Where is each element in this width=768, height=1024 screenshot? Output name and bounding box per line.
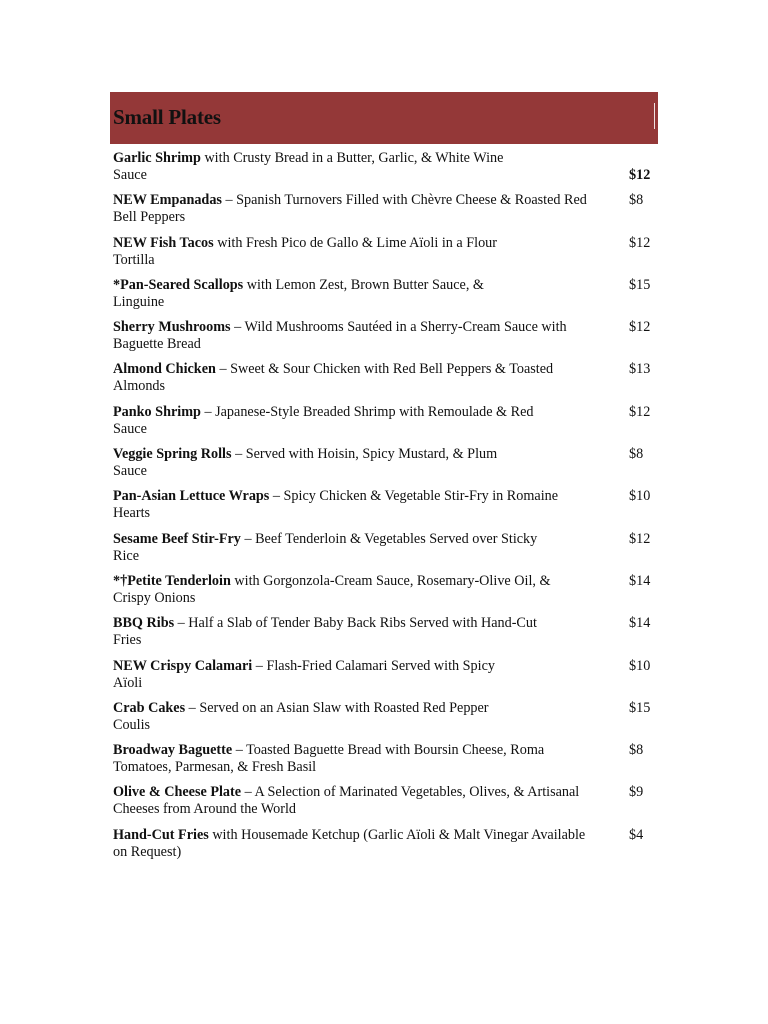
menu-page bbox=[110, 92, 658, 869]
menu-item-details-continued: Baguette Bread bbox=[113, 336, 201, 353]
menu-item-description bbox=[110, 700, 622, 734]
menu-item-name: NEW Crispy Calamari bbox=[113, 657, 253, 674]
menu-item bbox=[110, 488, 658, 530]
menu-item-description bbox=[110, 361, 622, 395]
section-header bbox=[110, 92, 658, 144]
menu-item-price: $12 bbox=[629, 530, 651, 547]
menu-item-name: Olive & Cheese Plate bbox=[113, 784, 242, 801]
menu-item-name: Sesame Beef Stir-Fry bbox=[113, 530, 241, 547]
menu-item-details-continued: Bell Peppers bbox=[113, 209, 186, 226]
menu-item-details-continued: Aïoli bbox=[113, 674, 143, 691]
menu-item-details: – Flash-Fried Calamari Served with Spicy bbox=[252, 657, 495, 674]
menu-item-details: – Spicy Chicken & Vegetable Stir-Fry in Romaine bbox=[269, 488, 559, 505]
menu-item-description bbox=[110, 319, 622, 353]
menu-item-details: – Wild Mushrooms Sautéed in a Sherry-Cream Sauce with bbox=[230, 319, 567, 336]
menu-item-name: BBQ Ribs bbox=[113, 615, 175, 632]
menu-item-details-continued: Almonds bbox=[113, 378, 166, 395]
menu-item bbox=[110, 742, 658, 784]
menu-item-details: – Sweet & Sour Chicken with Red Bell Peppers & Toasted bbox=[215, 361, 554, 378]
menu-item-details: – A Selection of Marinated Vegetables, Olives, & Artisanal bbox=[241, 784, 580, 801]
menu-item-name: Hand-Cut Fries bbox=[113, 826, 209, 843]
menu-item-name: *†Petite Tenderloin bbox=[113, 572, 231, 589]
menu-item-price: $9 bbox=[629, 784, 644, 801]
menu-item-description bbox=[110, 615, 622, 649]
menu-item bbox=[110, 319, 658, 361]
menu-item-details: with Housemade Ketchup (Garlic Aïoli & Malt Vinegar Available bbox=[208, 826, 586, 843]
menu-item bbox=[110, 615, 658, 657]
menu-item bbox=[110, 277, 658, 319]
menu-item-details-continued: Sauce bbox=[113, 167, 147, 183]
menu-item bbox=[110, 361, 658, 403]
menu-item bbox=[110, 658, 658, 700]
menu-item-details: – Served on an Asian Slaw with Roasted Red Pepper bbox=[185, 699, 489, 716]
menu-item-details-continued: Rice bbox=[113, 547, 139, 564]
menu-item-name: Garlic Shrimp bbox=[113, 150, 201, 166]
menu-item-details-continued: on Request) bbox=[113, 843, 182, 860]
menu-item-description bbox=[110, 404, 622, 438]
menu-items-list bbox=[110, 150, 658, 869]
menu-item-description bbox=[110, 573, 622, 607]
menu-item-name: Pan-Asian Lettuce Wraps bbox=[113, 488, 270, 505]
menu-item-price: $15 bbox=[629, 276, 651, 293]
menu-item-description bbox=[110, 488, 622, 522]
menu-item-details: – Served with Hoisin, Spicy Mustard, & Plum bbox=[231, 446, 498, 463]
menu-item-description bbox=[110, 531, 622, 565]
menu-item bbox=[110, 700, 658, 742]
menu-item-description bbox=[110, 784, 622, 818]
menu-item-price: $12 bbox=[629, 167, 651, 183]
menu-item-price: $12 bbox=[629, 319, 651, 336]
section-title: Small Plates bbox=[113, 105, 221, 129]
header-divider bbox=[654, 103, 655, 129]
menu-item bbox=[110, 784, 658, 826]
menu-item-details: – Beef Tenderloin & Vegetables Served over Sticky bbox=[240, 530, 538, 547]
menu-item-price: $8 bbox=[629, 742, 644, 759]
menu-item-details-continued: Sauce bbox=[113, 463, 147, 480]
menu-item-price: $10 bbox=[629, 488, 651, 505]
menu-item-price: $12 bbox=[629, 403, 651, 420]
menu-item-price: $14 bbox=[629, 572, 651, 589]
menu-item-details-continued: Sauce bbox=[113, 420, 147, 437]
menu-item bbox=[110, 192, 658, 234]
menu-item-details-continued: Crispy Onions bbox=[113, 589, 196, 606]
menu-item-details-continued: Tortilla bbox=[113, 251, 155, 268]
menu-item-description bbox=[110, 658, 622, 692]
menu-item-details: with Gorgonzola-Cream Sauce, Rosemary-Olive Oil, & bbox=[230, 572, 551, 589]
menu-item-details: with Fresh Pico de Gallo & Lime Aïoli in a Flour bbox=[213, 234, 498, 251]
menu-item-details-continued: Linguine bbox=[113, 293, 165, 310]
menu-item-description bbox=[110, 446, 622, 480]
menu-item-description bbox=[110, 192, 622, 226]
menu-item-description bbox=[110, 150, 622, 184]
menu-item-price: $8 bbox=[629, 192, 644, 209]
menu-item-name: Crab Cakes bbox=[113, 699, 186, 716]
menu-item-name: NEW Fish Tacos bbox=[113, 234, 214, 251]
menu-item-price: $4 bbox=[629, 826, 644, 843]
menu-item-name: Almond Chicken bbox=[113, 361, 216, 378]
menu-item-name: Veggie Spring Rolls bbox=[113, 446, 232, 463]
menu-item bbox=[110, 827, 658, 869]
menu-item-details: – Japanese-Style Breaded Shrimp with Remoulade & Red bbox=[200, 403, 534, 420]
menu-item bbox=[110, 573, 658, 615]
menu-item-price: $15 bbox=[629, 699, 651, 716]
menu-item-details: – Half a Slab of Tender Baby Back Ribs Served with Hand-Cut bbox=[174, 615, 537, 632]
menu-item-details: with Crusty Bread in a Butter, Garlic, & White Wine bbox=[200, 150, 504, 166]
menu-item-description bbox=[110, 827, 622, 861]
menu-item-name: Broadway Baguette bbox=[113, 742, 233, 759]
menu-item bbox=[110, 150, 658, 192]
menu-item-price: $8 bbox=[629, 446, 644, 463]
menu-item bbox=[110, 531, 658, 573]
menu-item-name: *Pan-Seared Scallops bbox=[113, 276, 244, 293]
menu-item-name: Sherry Mushrooms bbox=[113, 319, 231, 336]
menu-item-details-continued: Cheeses from Around the World bbox=[113, 801, 297, 818]
menu-item-price: $13 bbox=[629, 361, 651, 378]
menu-item-description bbox=[110, 742, 622, 776]
menu-item bbox=[110, 404, 658, 446]
menu-item-details: with Lemon Zest, Brown Butter Sauce, & bbox=[243, 276, 484, 293]
menu-item-details: – Toasted Baguette Bread with Boursin Cheese, Roma bbox=[232, 742, 545, 759]
menu-item bbox=[110, 446, 658, 488]
menu-item-price: $12 bbox=[629, 234, 651, 251]
menu-item-details-continued: Coulis bbox=[113, 716, 151, 733]
menu-item-price: $10 bbox=[629, 657, 651, 674]
menu-item-description bbox=[110, 235, 622, 269]
menu-item-details-continued: Fries bbox=[113, 632, 142, 649]
menu-item-details-continued: Tomatoes, Parmesan, & Fresh Basil bbox=[113, 759, 317, 776]
menu-item-name: Panko Shrimp bbox=[113, 403, 201, 420]
menu-item-details: – Spanish Turnovers Filled with Chèvre Cheese & Roasted Red bbox=[221, 192, 587, 209]
menu-item bbox=[110, 235, 658, 277]
menu-item-price: $14 bbox=[629, 615, 651, 632]
menu-item-details-continued: Hearts bbox=[113, 505, 151, 522]
menu-item-name: NEW Empanadas bbox=[113, 192, 222, 209]
menu-item-description bbox=[110, 277, 622, 311]
